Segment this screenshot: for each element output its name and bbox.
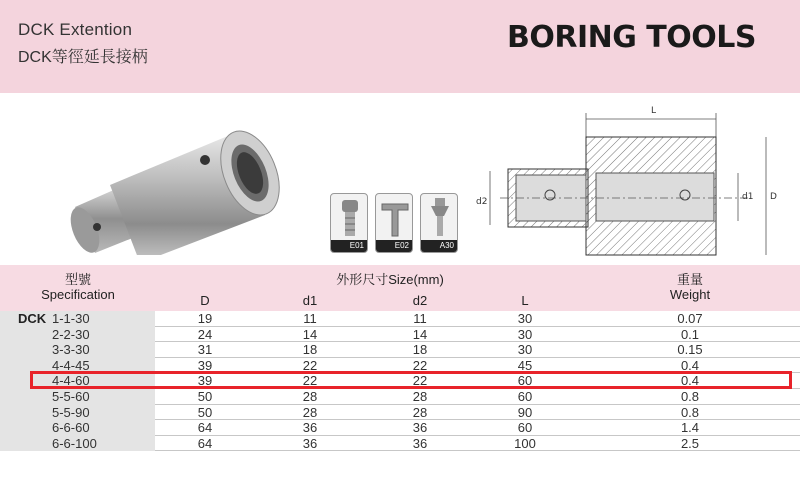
cell-w: 0.15 [677,342,703,358]
col-header-D: D [200,293,210,308]
cell-d2: 36 [412,420,428,436]
cell-w: 0.4 [680,357,700,373]
spec-prefix: DCK [18,311,47,326]
cell-d1: 28 [302,389,318,404]
spec-cell: 3-3-30 [52,342,90,358]
cell-w: 0.8 [680,389,700,404]
cell-d1: 11 [303,311,317,326]
table-row [0,327,800,343]
size-header: 外形尺寸Size(mm) [336,272,444,287]
spec-cell: 4-4-60 [52,373,90,389]
cell-L: 45 [517,357,533,373]
spec-cell: 6-6-100 [52,435,97,451]
cell-w: 0.07 [677,311,703,326]
kit-label: A30 [421,240,457,252]
cell-w: 0.1 [680,326,700,342]
spec-cell: 1-1-30 [52,311,90,326]
product-photo [55,115,285,255]
cell-D: 64 [197,420,213,436]
cell-D: 24 [197,326,213,342]
dim-label-D: D [770,192,777,202]
spec-header-en: Specification [41,287,115,302]
cell-L: 30 [517,326,533,342]
cell-d2: 28 [412,389,428,404]
cell-w: 0.8 [680,404,700,420]
kit-label: E01 [331,240,367,252]
kit-label: E02 [376,240,412,252]
cell-d2: 36 [412,435,428,451]
weight-header-cn: 重量 [676,272,703,287]
cell-D: 39 [197,357,213,373]
header-band [0,0,800,93]
dim-label-L: L [651,106,657,116]
spec-cell: 5-5-60 [52,389,90,404]
spec-cell: 2-2-30 [52,326,90,342]
cell-L: 30 [517,311,533,326]
spec-cell: 4-4-45 [52,357,90,373]
pull-stud-icon [421,194,458,242]
col-header-d1: d1 [302,293,318,308]
table-row [0,420,800,436]
cell-w: 0.4 [680,373,700,389]
screw-icon [331,194,368,242]
table-row [0,436,800,452]
technical-drawing [470,101,790,261]
cell-d1: 18 [302,342,318,358]
spec-cell: 6-6-60 [52,420,90,436]
cell-d1: 28 [302,404,318,420]
table-row [0,342,800,358]
weight-header-en: Weight [669,287,711,302]
table-row [0,389,800,405]
kit-e01 [330,193,368,253]
cell-d1: 36 [302,420,318,436]
cell-d1: 22 [302,357,318,373]
title-english: DCK Extention [18,20,133,39]
col-header-d2: d2 [412,293,428,308]
illustration-area [0,93,800,265]
cell-d2: 11 [413,311,427,326]
row-highlight-box [30,371,792,389]
cell-D: 19 [197,311,213,326]
cell-L: 60 [517,420,533,436]
cell-D: 31 [197,342,213,358]
cell-d2: 14 [412,326,428,342]
spec-header-cn: 型號 [64,272,91,287]
spec-cell: 5-5-90 [52,404,90,420]
dim-label-d1: d1 [742,192,754,202]
cell-L: 30 [517,342,533,358]
cell-D: 39 [197,373,213,389]
cell-d2: 18 [412,342,428,358]
cell-d2: 22 [412,357,428,373]
cell-D: 50 [197,389,213,404]
cell-d1: 14 [302,326,318,342]
cell-D: 50 [197,404,213,420]
cell-D: 64 [197,435,213,451]
brand-heading: BORING TOOLS [507,20,756,55]
cell-d2: 22 [412,373,428,389]
title-chinese: DCK等徑延長接柄 [18,49,148,66]
dim-label-d2: d2 [476,197,488,207]
cell-d1: 36 [302,435,318,451]
table-row [0,405,800,421]
cell-L: 60 [517,389,533,404]
cell-L: 100 [514,435,536,451]
cell-L: 60 [517,373,533,389]
cell-w: 1.4 [680,420,700,436]
spec-table [0,265,800,480]
kit-a30 [420,193,458,253]
table-row [0,311,800,327]
hex-key-icon [376,194,413,242]
cell-w: 2.5 [680,435,700,451]
table-header [0,265,800,311]
cell-d1: 22 [302,373,318,389]
kit-e02 [375,193,413,253]
col-header-L: L [521,293,529,308]
cell-d2: 28 [412,404,428,420]
accessory-kits [330,193,460,255]
cell-L: 90 [517,404,533,420]
